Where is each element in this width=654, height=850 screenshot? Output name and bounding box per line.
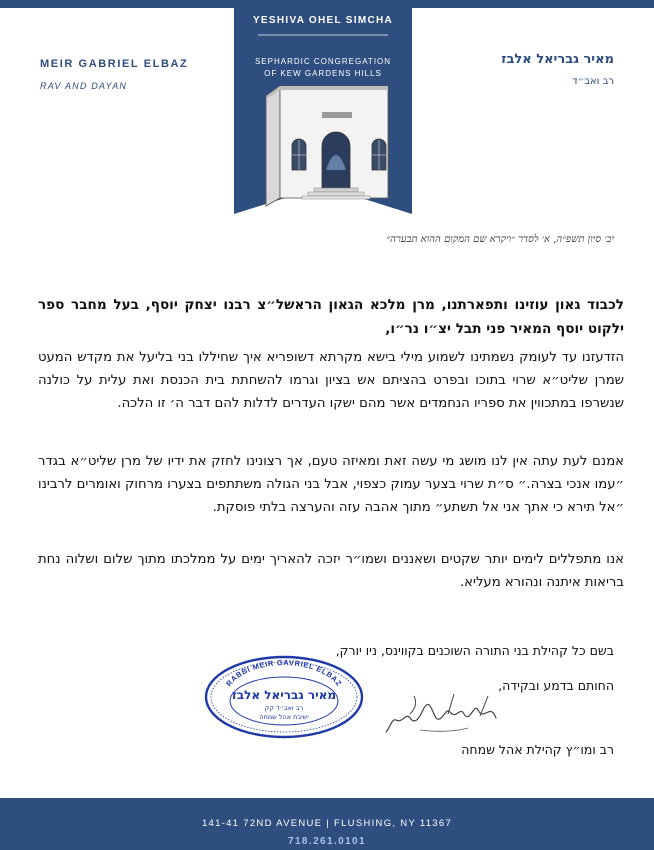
stamp-line-2: ישיבת אהל שמחה bbox=[259, 713, 309, 721]
handwritten-signature bbox=[384, 688, 504, 738]
yeshiva-banner-logo bbox=[234, 0, 412, 214]
rabbinical-stamp bbox=[204, 655, 364, 739]
stamp-line-1: רב ואב״ד קק bbox=[264, 704, 304, 712]
rabbi-title-english: RAV AND DAYAN bbox=[40, 81, 128, 91]
synagogue-building-icon bbox=[266, 86, 388, 206]
banner-subtitle-2: OF KEW GARDENS HILLS bbox=[264, 69, 382, 78]
closing-community: בשם כל קהילת בני התורה השוכנים בקווינס, ניו יורק, bbox=[335, 643, 614, 658]
letter-date: יב׳ סיון תשפ״ה, א׳ לסדר ״ויקרא שם המקום ההוא תבערה״ bbox=[386, 234, 614, 245]
footer-address: 141-41 72ND AVENUE | FLUSHING, NY 11367 bbox=[201, 818, 453, 829]
letter-paragraph-2: אמנם לעת עתה אין לנו מושג מי עשה זאת ומאיזה טעם, אך רצונינו לחזק את ידיו של מרן שליט״א בגדר ״עמו אנכי בצרה.״ ס״ת שרוי בצער עמוק כצפוי, אבל בני הגולה משתתפים בצערו מרחוק ואומרים לרבינו ״אל תירא כי אתך אני אל תשתע״ מתוך אהבה עזה והערצה בלתי פוסקת. bbox=[38, 454, 624, 515]
stamp-outer-text: RABBI MEIR GAVRIEL ELBAZ bbox=[224, 657, 344, 689]
closing-signoff: החותם בדמע ובקידה, bbox=[498, 678, 614, 693]
letterhead-right bbox=[501, 52, 614, 87]
banner-title: YESHIVA OHEL SIMCHA bbox=[252, 15, 394, 26]
letterhead-left bbox=[40, 58, 188, 91]
letter-paragraph-3: אנו מתפללים לימים יותר שקטים ושאננים ושמו״ר יזכה להאריך ימים על ממלכתו מתוך שלום ושלוה נחת בריאות איתנה ונהורא מעליא. bbox=[38, 552, 624, 590]
closing-title: רב ומו״ץ קהילת אהל שמחה bbox=[461, 742, 614, 757]
stamp-name: מאיר גבריאל אלבז bbox=[231, 688, 337, 702]
letter-salutation: לכבוד גאון עוזינו ותפארתנו, מרן מלכא הגאון הראשל״צ רבנו יצחק יוסף, בעל מחבר ספר ילקוט יוסף המאיר פני תבל יצ״ו נר״ו, bbox=[38, 297, 624, 337]
footer-phone: 718.261.0101 bbox=[288, 836, 366, 847]
rabbi-name-hebrew: מאיר גבריאל אלבז bbox=[501, 52, 614, 67]
rabbi-name-english: MEIR GABRIEL ELBAZ bbox=[40, 58, 189, 70]
banner-subtitle-1: SEPHARDIC CONGREGATION bbox=[254, 57, 392, 66]
letter-paragraph-1: הזדעזנו עד לעומק נשמתינו לשמוע מילי בישא מקרתא דשופריא איך שחיללו בני בליעל את מקדש המעט שמרן שליט״א שרוי בתוכו ובפרט בהציתם אש בציון וגרמו להשחתת בית הכנסת ואת עלית על כולנה שנשרפו במתכווין את ספריו הנחמדים אשר מהם ישקו העדרים לדלות להם דבר ה׳ זו הלכה. bbox=[38, 350, 624, 411]
rabbi-title-hebrew: רב ואב״ד bbox=[572, 76, 614, 87]
